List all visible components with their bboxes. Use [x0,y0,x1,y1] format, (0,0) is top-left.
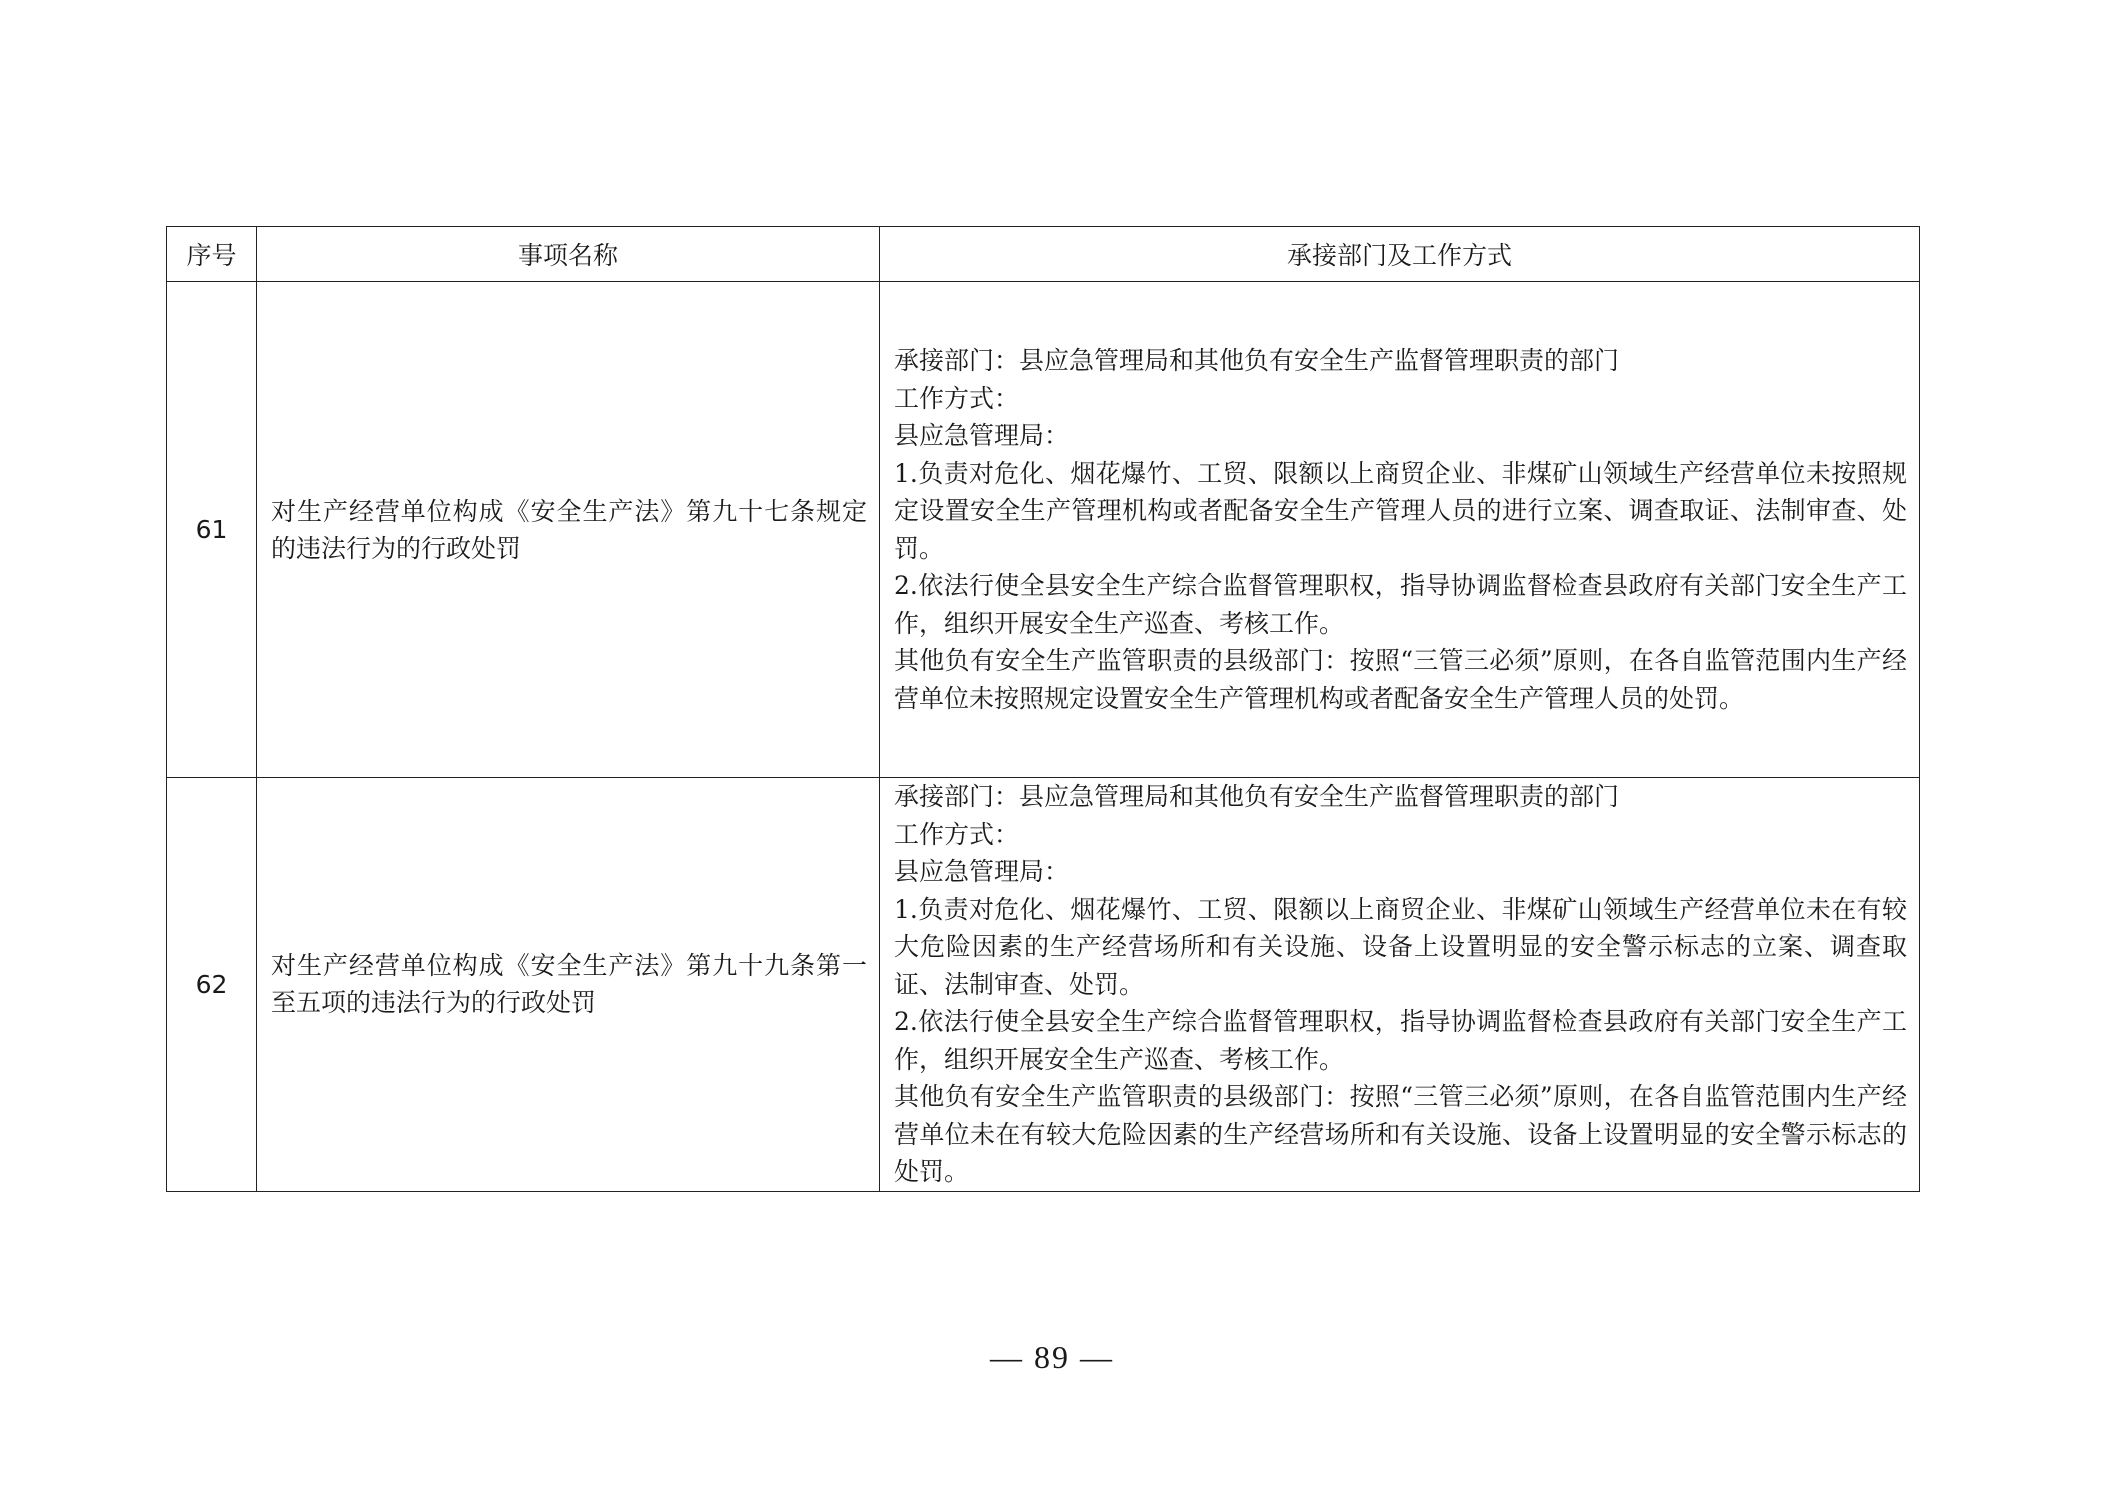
method-heading: 工作方式： [894,383,1020,413]
department-method-cell [880,282,1920,778]
bureau-heading: 县应急管理局： [894,421,1070,450]
item-name-cell: 对生产经营单位构成《安全生产法》第九十九条第一至五项的违法行为的行政处罚 [257,778,880,1192]
serial-number-cell: 62 [167,778,257,1192]
department-line: 承接部门：县应急管理局和其他负有安全生产监督管理职责的部门 [894,782,1620,811]
table-row [167,778,1920,1192]
duty-item-1: 1.负责对危化、烟花爆竹、工贸、限额以上商贸企业、非煤矿山领域生产经营单位未按照规定设置安全生产管理机构或者配备安全生产管理人员的进行立案、调查取证、法制审查、处罚。 [894,458,1907,563]
department-line: 承接部门：县应急管理局和其他负有安全生产监督管理职责的部门 [894,346,1620,375]
header-serial-number: 序号 [167,227,257,282]
other-departments-duty: 其他负有安全生产监管职责的县级部门：按照“三管三必须”原则，在各自监管范围内生产经营单位未按照规定设置安全生产管理机构或者配备安全生产管理人员的处罚。 [894,646,1907,713]
method-heading: 工作方式： [894,819,1020,849]
table-header-row [167,227,1920,282]
duty-item-2: 2.依法行使全县安全生产综合监督管理职权，指导协调监督检查县政府有关部门安全生产工作，组织开展安全生产巡查、考核工作。 [894,571,1907,638]
header-item-name: 事项名称 [257,227,880,282]
responsibility-table [166,226,1920,1192]
bureau-heading: 县应急管理局： [894,857,1070,886]
item-name-cell: 对生产经营单位构成《安全生产法》第九十七条规定的违法行为的行政处罚 [257,282,880,778]
duty-item-2: 2.依法行使全县安全生产综合监督管理职权，指导协调监督检查县政府有关部门安全生产工作，组织开展安全生产巡查、考核工作。 [894,1007,1907,1074]
header-department-and-method: 承接部门及工作方式 [880,227,1920,282]
department-method-cell [880,778,1920,1192]
page-number: — 89 — [990,1339,1114,1375]
table-row [167,282,1920,778]
other-departments-duty: 其他负有安全生产监管职责的县级部门：按照“三管三必须”原则，在各自监管范围内生产经营单位未在有较大危险因素的生产经营场所和有关设施、设备上设置明显的安全警示标志的处罚。 [894,1082,1907,1186]
serial-number-cell: 61 [167,282,257,778]
duty-item-1: 1.负责对危化、烟花爆竹、工贸、限额以上商贸企业、非煤矿山领域生产经营单位未在有较大危险因素的生产经营场所和有关设施、设备上设置明显的安全警示标志的立案、调查取证、法制审查、处罚。 [894,894,1907,999]
